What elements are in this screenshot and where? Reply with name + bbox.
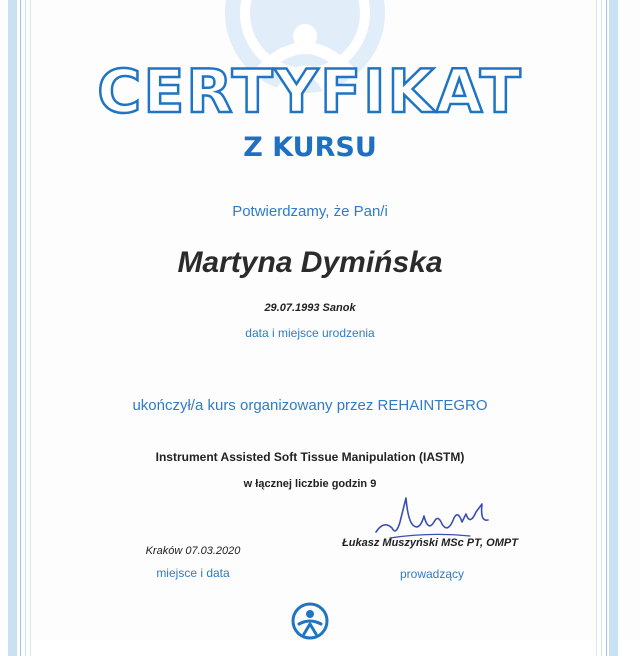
completion-text: ukończył/a kurs organizowany przez REHAINTEGRO: [132, 397, 488, 414]
birth-label: data i miejsce urodzenia: [245, 326, 375, 340]
course-name: Instrument Assisted Soft Tissue Manipulation (IASTM): [155, 450, 465, 464]
participant-name: Martyna Dymińska: [177, 246, 443, 279]
place-date-label: miejsce i data: [156, 566, 230, 580]
certificate-title: CERTYFIKAT: [97, 57, 523, 127]
course-hours: w łącznej liczbie godzin 9: [243, 478, 377, 490]
leader-label: prowadzący: [399, 567, 465, 581]
confirmation-text: Potwierdzamy, że Pan/i: [232, 203, 388, 220]
signatory-name: Łukasz Muszyński MSc PT, OMPT: [342, 537, 518, 549]
place-date: Kraków 07.03.2020: [145, 545, 241, 557]
birth-info: 29.07.1993 Sanok: [264, 302, 356, 314]
certificate-subtitle: Z KURSU: [243, 132, 377, 163]
organization-logo-icon: [291, 602, 329, 640]
